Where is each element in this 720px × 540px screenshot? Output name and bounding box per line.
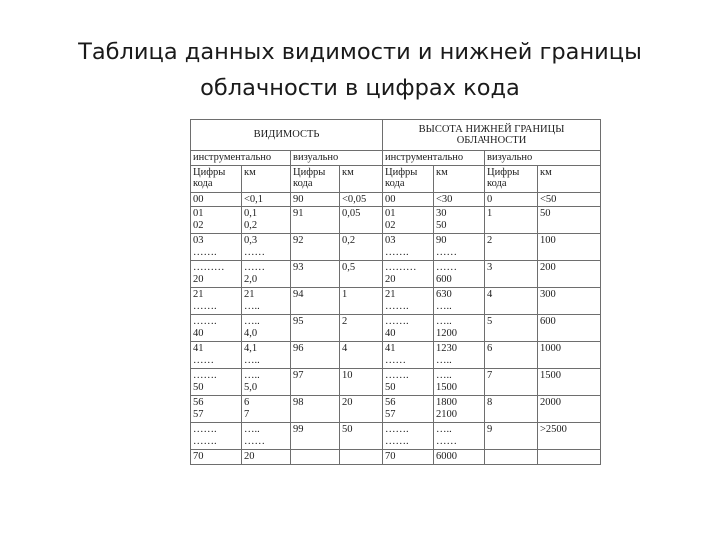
table-cell: 1500 (538, 369, 601, 396)
table-cell: 95 (291, 315, 340, 342)
table-cell: …… 2,0 (242, 261, 291, 288)
table-cell: 92 (291, 234, 340, 261)
table-cell: ……… 20 (191, 261, 242, 288)
table-cell: 21 ……. (191, 288, 242, 315)
column-header-km: км (242, 165, 291, 192)
table-cell: 00 (383, 192, 434, 207)
table-cell: 10 (340, 369, 383, 396)
table-cell: 8 (485, 396, 538, 423)
visibility-group-header: ВИДИМОСТЬ (191, 120, 383, 151)
table-cell: ….. 1200 (434, 315, 485, 342)
table-row (191, 288, 601, 315)
table-cell: 300 (538, 288, 601, 315)
slide-title (0, 34, 720, 106)
table-cell: 0,1 0,2 (242, 207, 291, 234)
column-header-code: Цифры кода (485, 165, 538, 192)
table-cell: 96 (291, 342, 340, 369)
table-cell: 0,5 (340, 261, 383, 288)
table-cell: 99 (291, 423, 340, 450)
column-header-km: км (340, 165, 383, 192)
table-cell: ….. 1500 (434, 369, 485, 396)
table-row (191, 192, 601, 207)
table-cell: 1 (340, 288, 383, 315)
table-cell: 100 (538, 234, 601, 261)
table-cell: 01 02 (191, 207, 242, 234)
table-row (191, 207, 601, 234)
table-cell: ….. 4,0 (242, 315, 291, 342)
group-header-row (191, 120, 601, 151)
table-cell: ……. 40 (191, 315, 242, 342)
table-cell: <50 (538, 192, 601, 207)
table-cell: 4 (485, 288, 538, 315)
visibility-visual-header: визуально (291, 151, 383, 166)
table-cell: 94 (291, 288, 340, 315)
table-cell: ……. 50 (191, 369, 242, 396)
table-cell: 6 (485, 342, 538, 369)
table-cell: ……. 50 (383, 369, 434, 396)
table-cell: 41 …… (383, 342, 434, 369)
table-cell: 90 (291, 192, 340, 207)
table-cell: ….. …… (434, 423, 485, 450)
table-row (191, 369, 601, 396)
table-cell: 03 ……. (191, 234, 242, 261)
table-cell: 50 (340, 423, 383, 450)
column-header-code: Цифры кода (383, 165, 434, 192)
table-cell: >2500 (538, 423, 601, 450)
table-row (191, 261, 601, 288)
table-cell: 20 (340, 396, 383, 423)
table-cell: <0,1 (242, 192, 291, 207)
visibility-instrumental-header: инструментально (191, 151, 291, 166)
column-header-code: Цифры кода (191, 165, 242, 192)
table-cell: 2000 (538, 396, 601, 423)
table-cell: 21 ……. (383, 288, 434, 315)
table-cell: 0,2 (340, 234, 383, 261)
column-header-km: км (538, 165, 601, 192)
table-cell: 600 (538, 315, 601, 342)
table-cell: 90 …… (434, 234, 485, 261)
table-cell: 1000 (538, 342, 601, 369)
table-cell: 98 (291, 396, 340, 423)
table-cell: 50 (538, 207, 601, 234)
table-cell: 2 (340, 315, 383, 342)
column-header-code: Цифры кода (291, 165, 340, 192)
table-cell: 200 (538, 261, 601, 288)
table-cell: 41 …… (191, 342, 242, 369)
table-cell: 6000 (434, 450, 485, 465)
table-cell: 93 (291, 261, 340, 288)
table-row (191, 396, 601, 423)
table-cell: 56 57 (383, 396, 434, 423)
visibility-cloud-base-code-table (190, 119, 601, 465)
slide-title-line-1: Таблица данных видимости и нижней границы (78, 39, 642, 65)
table-cell: 5 (485, 315, 538, 342)
table-cell: 0,05 (340, 207, 383, 234)
table-cell: 4 (340, 342, 383, 369)
cloud-base-visual-header: визуально (485, 151, 601, 166)
table-cell (340, 450, 383, 465)
table-cell: 1230 ….. (434, 342, 485, 369)
table-cell: 9 (485, 423, 538, 450)
table-cell: ….. 5,0 (242, 369, 291, 396)
table-row (191, 342, 601, 369)
table-cell: 1800 2100 (434, 396, 485, 423)
method-header-row (191, 151, 601, 166)
slide-title-line-2: облачности в цифрах кода (200, 75, 520, 101)
table-cell: <0,05 (340, 192, 383, 207)
table-cell: 7 (485, 369, 538, 396)
table-cell: 21 ….. (242, 288, 291, 315)
table-cell: 3 (485, 261, 538, 288)
table-cell (538, 450, 601, 465)
table-cell: ….. …… (242, 423, 291, 450)
cloud-base-group-header: ВЫСОТА НИЖНЕЙ ГРАНИЦЫ ОБЛАЧНОСТИ (383, 120, 601, 151)
table-cell: …… 600 (434, 261, 485, 288)
table-cell: 0,3 …… (242, 234, 291, 261)
table-cell: 6 7 (242, 396, 291, 423)
table-cell: 00 (191, 192, 242, 207)
table-cell: 20 (242, 450, 291, 465)
table-cell: 01 02 (383, 207, 434, 234)
table-cell (485, 450, 538, 465)
table-cell: 70 (191, 450, 242, 465)
table-cell: 70 (383, 450, 434, 465)
table-row (191, 423, 601, 450)
table-cell: <30 (434, 192, 485, 207)
table-cell: ……. ……. (383, 423, 434, 450)
table-cell: 91 (291, 207, 340, 234)
column-header-km: км (434, 165, 485, 192)
table-cell: ……… 20 (383, 261, 434, 288)
table-cell: 97 (291, 369, 340, 396)
table-cell: 630 ….. (434, 288, 485, 315)
column-header-row (191, 165, 601, 192)
table-row (191, 315, 601, 342)
table-cell: 4,1 ….. (242, 342, 291, 369)
cloud-base-instrumental-header: инструментально (383, 151, 485, 166)
table-cell: 30 50 (434, 207, 485, 234)
table-cell: 56 57 (191, 396, 242, 423)
table-row (191, 450, 601, 465)
table-cell: 0 (485, 192, 538, 207)
table-cell: 2 (485, 234, 538, 261)
table-row (191, 234, 601, 261)
table-cell: 1 (485, 207, 538, 234)
table-cell: ……. 40 (383, 315, 434, 342)
table-cell: ……. ……. (191, 423, 242, 450)
table-cell (291, 450, 340, 465)
table-cell: 03 ……. (383, 234, 434, 261)
